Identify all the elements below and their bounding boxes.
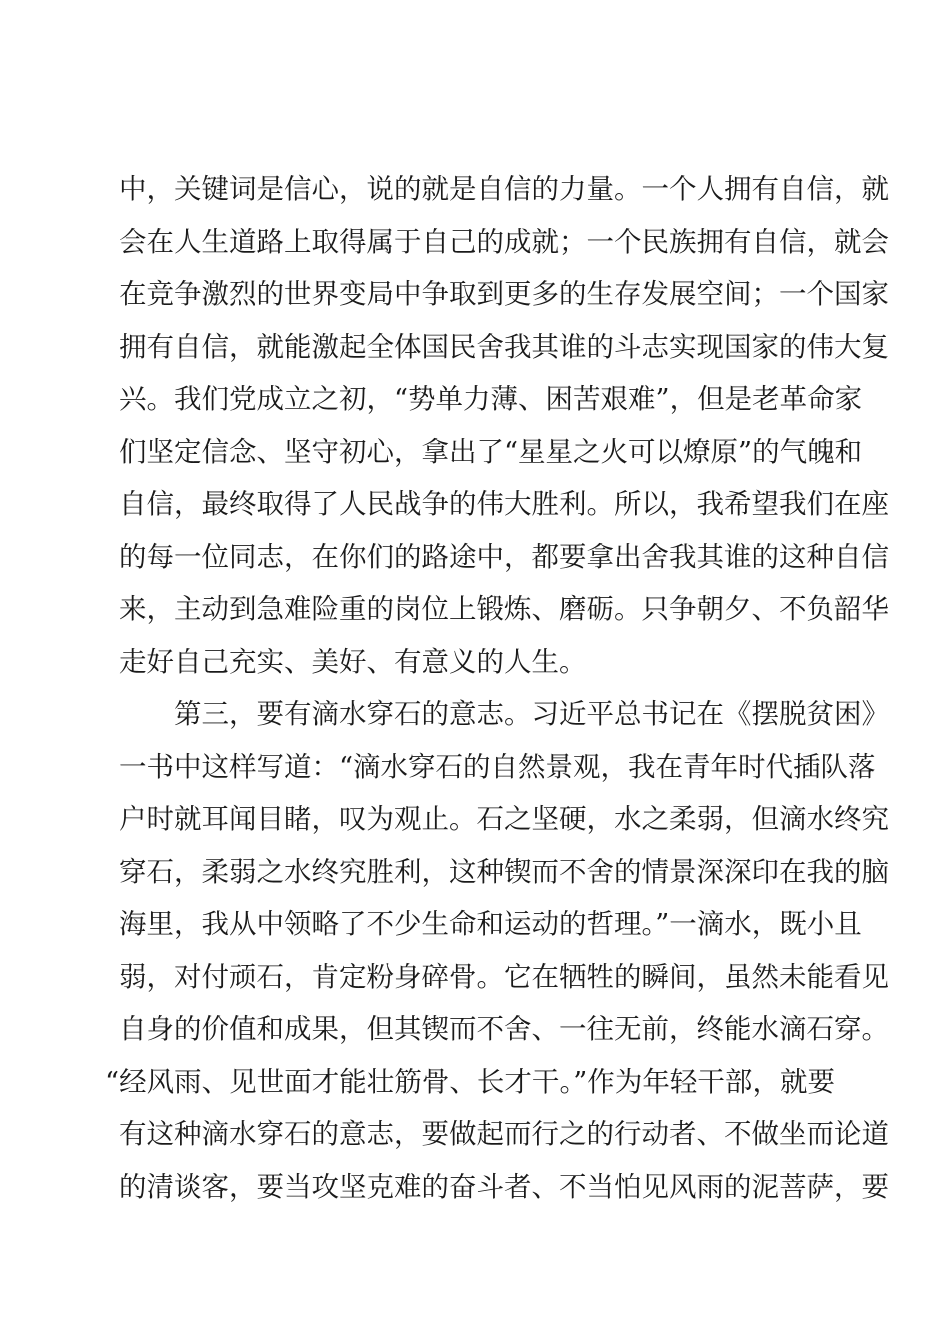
text-line: 一书中这样写道：“滴水穿石的自然景观，我在青年时代插队落 — [119, 750, 876, 783]
text-line: 拥有自信，就能激起全体国民舍我其谁的斗志实现国家的伟大复 — [119, 330, 889, 363]
text-line: 的清谈客，要当攻坚克难的奋斗者、不当怕见风雨的泥菩萨，要 — [119, 1170, 889, 1203]
text-line: 们坚定信念、坚守初心，拿出了“星星之火可以燎原”的气魄和 — [119, 435, 863, 468]
text-line: 中，关键词是信心，说的就是自信的力量。一个人拥有自信，就 — [119, 173, 889, 205]
text-line: 穿石，柔弱之水终究胜利，这种锲而不舍的情景深深印在我的脑 — [119, 855, 889, 888]
text-line: 来，主动到急难险重的岗位上锻炼、磨砺。只争朝夕、不负韶华 — [119, 593, 889, 625]
text-line: 海里，我从中领略了不少生命和运动的哲理。”一滴水，既小且 — [119, 908, 862, 940]
text-line: 自信，最终取得了人民战争的伟大胜利。所以，我希望我们在座 — [119, 488, 889, 520]
text-line: 的每一位同志，在你们的路途中，都要拿出舍我其谁的这种自信 — [119, 540, 889, 573]
text-line: 走好自己充实、美好、有意义的人生。 — [119, 645, 587, 678]
text-line: 兴。我们党成立之初，“势单力薄、困苦艰难”，但是老革命家 — [119, 383, 863, 415]
text-line: 会在人生道路上取得属于自己的成就；一个民族拥有自信，就会 — [119, 225, 889, 258]
text-line: “经风雨、见世面才能壮筋骨、长才干。”作为年轻干部，就要 — [105, 1065, 835, 1098]
paragraph-first-line: 第三，要有滴水穿石的意志。习近平总书记在《摆脱贫困》 — [174, 698, 889, 730]
text-line: 自身的价值和成果，但其锲而不舍、一往无前，终能水滴石穿。 — [119, 1013, 889, 1045]
text-line: 在竞争激烈的世界变局中争取到更多的生存发展空间；一个国家 — [119, 278, 889, 310]
text-line: 有这种滴水穿石的意志，要做起而行之的行动者、不做坐而论道 — [119, 1118, 889, 1150]
text-line: 户时就耳闻目睹，叹为观止。石之坚硬，水之柔弱，但滴水终究 — [119, 803, 889, 835]
text-line: 弱，对付顽石，肯定粉身碎骨。它在牺牲的瞬间，虽然未能看见 — [119, 960, 889, 993]
document-body — [105, 163, 889, 1213]
